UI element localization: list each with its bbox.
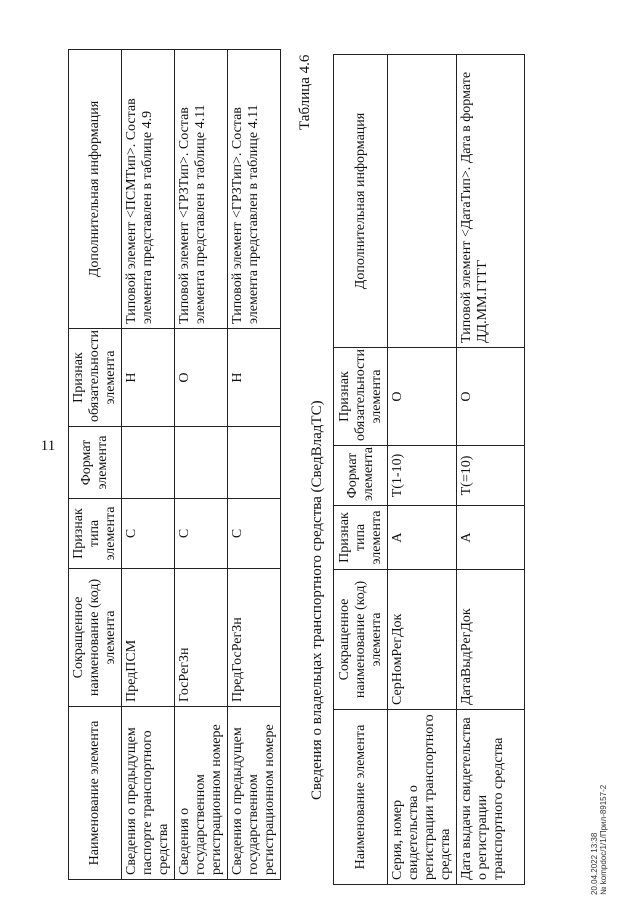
table-2-block <box>333 55 525 885</box>
cell-required: Н <box>228 329 281 427</box>
table-row <box>122 50 175 880</box>
table-header-row <box>69 50 122 880</box>
table-row <box>457 55 525 885</box>
cell-format <box>175 427 228 499</box>
header-cell: Сокращенное наименование (код) элемента <box>334 570 388 710</box>
cell-code: СерНомРегДок <box>388 570 457 710</box>
page-number: 11 <box>40 438 56 454</box>
cell-info <box>388 55 457 348</box>
stamp-line-2: № kompdoc/1/1/Прил-89157-2 <box>599 784 608 895</box>
header-cell: Признак обязательности элемента <box>69 329 122 427</box>
cell-type: С <box>228 499 281 569</box>
stamp-line-1: 20.04.2022 13:38 <box>590 832 599 895</box>
document-stamp <box>590 785 608 895</box>
cell-type: С <box>175 499 228 569</box>
cell-code: ДатаВыдРегДок <box>457 570 525 710</box>
cell-code: ГосРегЗн <box>175 569 228 707</box>
table-1-block <box>68 50 281 880</box>
cell-format <box>122 427 175 499</box>
cell-info: Типовой элемент <ГРЗТип>. Состав элемента представлен в таблице 4.11 <box>175 50 228 329</box>
cell-code: ПредГосРегЗн <box>228 569 281 707</box>
cell-format: T(=10) <box>457 446 525 506</box>
cell-name: Серия, номер свидетельства о регистрации транспортного средства <box>388 710 457 885</box>
table-label-block <box>296 55 314 130</box>
header-cell: Дополнительная информация <box>69 50 122 329</box>
cell-format: T(1-10) <box>388 446 457 506</box>
cell-required: О <box>175 329 228 427</box>
cell-type: А <box>457 506 525 570</box>
cell-code: ПредПСМ <box>122 569 175 707</box>
element-table-1 <box>68 49 281 880</box>
header-cell: Формат элемента <box>69 427 122 499</box>
header-cell: Наименование элемента <box>69 707 122 880</box>
table-header-row <box>334 55 388 885</box>
header-cell: Сокращенное наименование (код) элемента <box>69 569 122 707</box>
header-cell: Признак обязательности элемента <box>334 348 388 446</box>
cell-info: Типовой элемент <ГРЗТип>. Состав элемента представлен в таблице 4.11 <box>228 50 281 329</box>
header-cell: Признак типа элемента <box>334 506 388 570</box>
cell-required: О <box>388 348 457 446</box>
cell-required: О <box>457 348 525 446</box>
cell-name: Сведения о предыдущем паспорте транспортного средства <box>122 707 175 880</box>
cell-info: Типовой элемент <ДатаТип>. Дата в формате ДД.ММ.ГГГГ <box>457 55 525 348</box>
cell-required: Н <box>122 329 175 427</box>
table-title-block <box>308 400 326 800</box>
table-row <box>175 50 228 880</box>
table-row <box>228 50 281 880</box>
cell-info: Типовой элемент <ПСМТип>. Состав элемента представлен в таблице 4.9 <box>122 50 175 329</box>
cell-format <box>228 427 281 499</box>
header-cell: Дополнительная информация <box>334 55 388 348</box>
table-row <box>388 55 457 885</box>
cell-type: А <box>388 506 457 570</box>
cell-name: Сведения о предыдущем государственном регистрационном номере <box>228 707 281 880</box>
table-label: Таблица 4.6 <box>297 54 313 130</box>
cell-type: С <box>122 499 175 569</box>
element-table-2 <box>333 54 525 885</box>
header-cell: Признак типа элемента <box>69 499 122 569</box>
header-cell: Формат элемента <box>334 446 388 506</box>
cell-name: Дата выдачи свидетельства о регистрации транспортного средства <box>457 710 525 885</box>
table-title: Сведения о владельцах транспортного средства (СведВладТС) <box>309 400 325 800</box>
cell-name: Сведения о государственном регистрационном номере <box>175 707 228 880</box>
header-cell: Наименование элемента <box>334 710 388 885</box>
